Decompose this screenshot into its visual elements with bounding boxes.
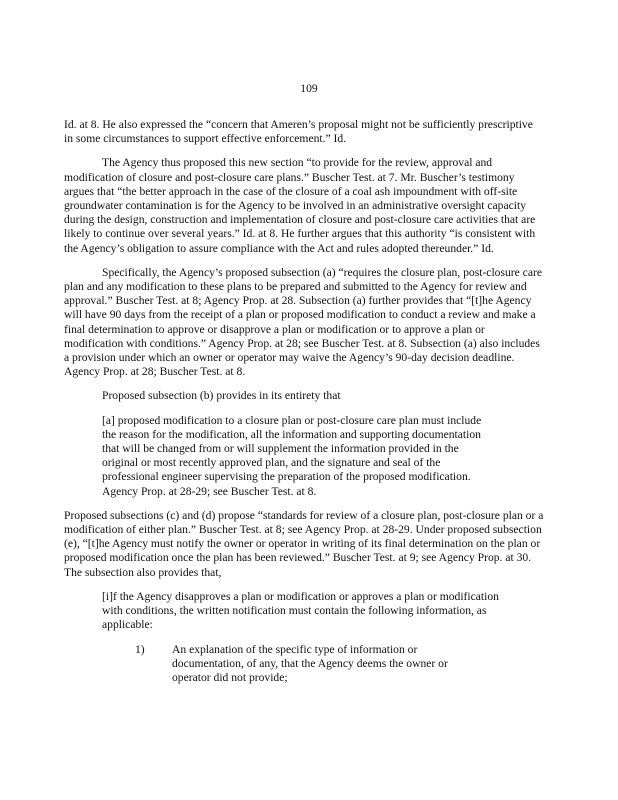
list-item-number: 1) [135,642,145,656]
block-quote-2: [i]f the Agency disapproves a plan or modification or approves a plan or modification with conditions, the written notification must contain the following information, as applicable: [102,589,499,632]
paragraph-2: The Agency thus proposed this new section “to provide for the review, approval and modification of closure and post-closure care plans.” Buscher Test. at 7. Mr. Buscher’s testimony argues that “the better approach in the case of the closure of a coal ash impoundment with off-site groundwater contamination is for the Agency to be involved in an administrative oversight capacity during the design, construction and implementation of closure and post-closure care activities that are likely to continue over several years.” Id. at 8. He further argues that this authority “is consistent with the Agency’s obligation to assure compliance with the Act and rules adopted thereunder.” Id. [64,156,536,255]
paragraph-3: Specifically, the Agency’s proposed subsection (a) “requires the closure plan, post-closure care plan and any modification to these plans to be prepared and submitted to the Agency for review and approval.” Buscher Test. at 8; Agency Prop. at 28. Subsection (a) further provides that “[t]he Agency will have 90 days from the receipt of a plan or proposed modification to conduct a review and make a final determination to approve or disapprove a plan or modification or to approve a plan or modification with conditions.” Agency Prop. at 28; see Buscher Test. at 8. Subsection (a) also includes a provision under which an owner or operator may waive the Agency’s 90-day decision deadline. Agency Prop. at 28; Buscher Test. at 8. [64,265,542,379]
block-quote-1: [a] proposed modification to a closure plan or post-closure care plan must include the reason for the modification, all the information and supporting documentation that will be changed from or will supplement the information provided in the original or most recently approved plan, and the signature and seal of the professional engineer supervising the preparation of the proposed modification. Agency Prop. at 28-29; see Buscher Test. at 8. [102,413,482,498]
page-number: 109 [300,82,318,95]
list-item [135,642,484,686]
paragraph-1: Id. at 8. He also expressed the “concern that Ameren’s proposal might not be sufficiently prescriptive in some circumstances to support effective enforcement.” Id. [64,118,533,146]
paragraph-4: Proposed subsection (b) provides in its entirety that [102,389,341,403]
paragraph-5: Proposed subsections (c) and (d) propose “standards for review of a closure plan, post-closure plan or a modification of either plan.” Buscher Test. at 8; see Agency Prop. at 28-29. Under proposed subsection (e), “[t]he Agency must notify the owner or operator in writing of its final determination on the plan or proposed modification once the plan has been reviewed.” Buscher Test. at 9; see Agency Prop. at 30. The subsection also provides that, [64,508,544,579]
document-body [64,118,544,685]
list-item-text: An explanation of the specific type of information or documentation, of any, that the Agency deems the owner or operator did not provide; [172,642,448,684]
